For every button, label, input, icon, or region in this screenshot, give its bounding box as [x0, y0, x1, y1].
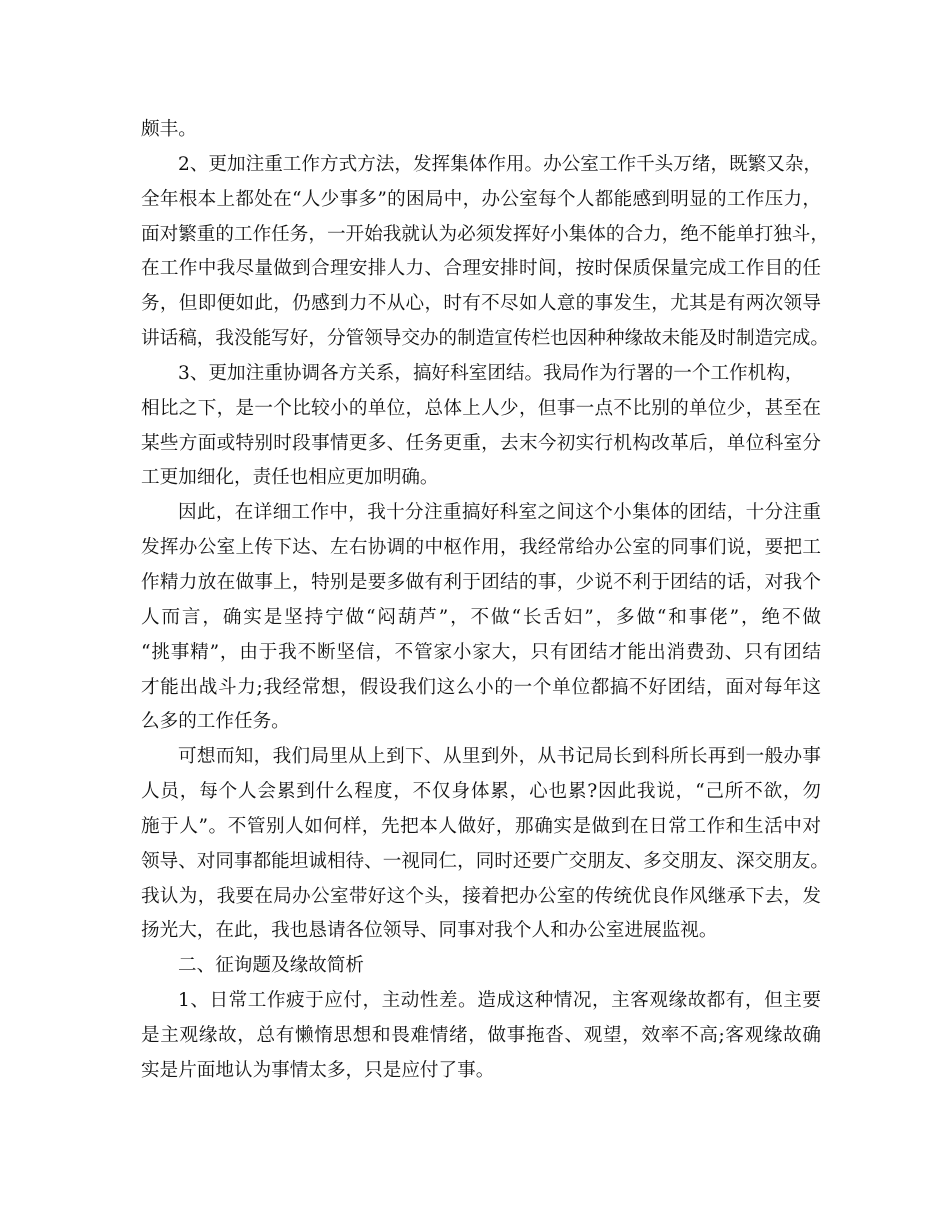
text-line: 可想而知，我们局里从上到下、从里到外，从书记局长到科所长再到一般办事 — [178, 746, 821, 768]
text-line: 我认为，我要在局办公室带好这个头，接着把办公室的传统优良作风继承下去，发 — [141, 885, 821, 907]
text-line: 作精力放在做事上，特别是要多做有利于团结的事，少说不利于团结的话，对我个 — [141, 571, 821, 593]
text-line: 工更加细化，责任也相应更加明确。 — [141, 467, 439, 489]
text-line: 人员，每个人会累到什么程度，不仅身体累，心也累?因此我说，“己所不欲，勿 — [141, 781, 821, 803]
text-line: 发挥办公室上传下达、左右协调的中枢作用，我经常给办公室的同事们说，要把工 — [141, 537, 821, 559]
text-line: 颇丰。 — [141, 119, 197, 140]
text-line: 二、征询题及缘故简析 — [178, 955, 364, 977]
text-line: 3、更加注重协调各方关系，搞好科室团结。我局作为行署的一个工作机构， — [178, 362, 804, 384]
text-line: 么多的工作任务。 — [141, 711, 290, 733]
text-line: 2、更加注重工作方式方法，发挥集体作用。办公室工作千头万绪，既繁又杂， — [178, 153, 823, 175]
text-line: 实是片面地认为事情太多，只是应付了事。 — [141, 1059, 495, 1081]
text-line: 全年根本上都处在“人少事多”的困局中，办公室每个人都能感到明显的工作压力， — [141, 188, 821, 210]
text-line: 1、日常工作疲于应付，主动性差。造成这种情况，主客观缘故都有，但主要 — [178, 990, 821, 1012]
text-line: “挑事精”，由于我不断坚信，不管家小家大，只有团结才能出消费劲、只有团结 — [141, 641, 821, 663]
text-line: 领导、对同事都能坦诚相待、一视同仁，同时还要广交朋友、多交朋友、深交朋友。 — [141, 850, 829, 872]
text-line: 施于人”。不管别人如何样，先把本人做好，那确实是做到在日常工作和生活中对 — [141, 815, 821, 837]
text-line: 某些方面或特别时段事情更多、任务更重，去末今初实行机构改革后，单位科室分 — [141, 432, 821, 454]
text-line: 因此，在详细工作中，我十分注重搞好科室之间这个小集体的团结，十分注重 — [178, 502, 821, 524]
text-line: 才能出战斗力;我经常想，假设我们这么小的一个单位都搞不好团结，面对每年这 — [141, 676, 821, 698]
text-line: 人而言，确实是坚持宁做“闷葫芦”，不做“长舌妇”，多做“和事佬”，绝不做 — [141, 606, 821, 628]
text-line: 扬光大，在此，我也恳请各位领导、同事对我个人和办公室进展监视。 — [141, 920, 718, 942]
text-line: 务，但即便如此，仍感到力不从心，时有不尽如人意的事发生，尤其是有两次领导 — [141, 293, 821, 315]
text-line: 相比之下，是一个比较小的单位，总体上人少，但事一点不比别的单位少，甚至在 — [141, 397, 821, 419]
text-line: 在工作中我尽量做到合理安排人力、合理安排时间，按时保质保量完成工作目的任 — [141, 258, 821, 280]
document-body — [141, 113, 829, 1089]
text-line: 是主观缘故，总有懒惰思想和畏难情绪，做事拖沓、观望，效率不高;客观缘故确 — [141, 1024, 821, 1046]
text-line: 面对繁重的工作任务，一开始我就认为必须发挥好小集体的合力，绝不能单打独斗， — [141, 223, 829, 245]
text-line: 讲话稿，我没能写好，分管领导交办的制造宣传栏也因种种缘故未能及时制造完成。 — [141, 328, 829, 350]
